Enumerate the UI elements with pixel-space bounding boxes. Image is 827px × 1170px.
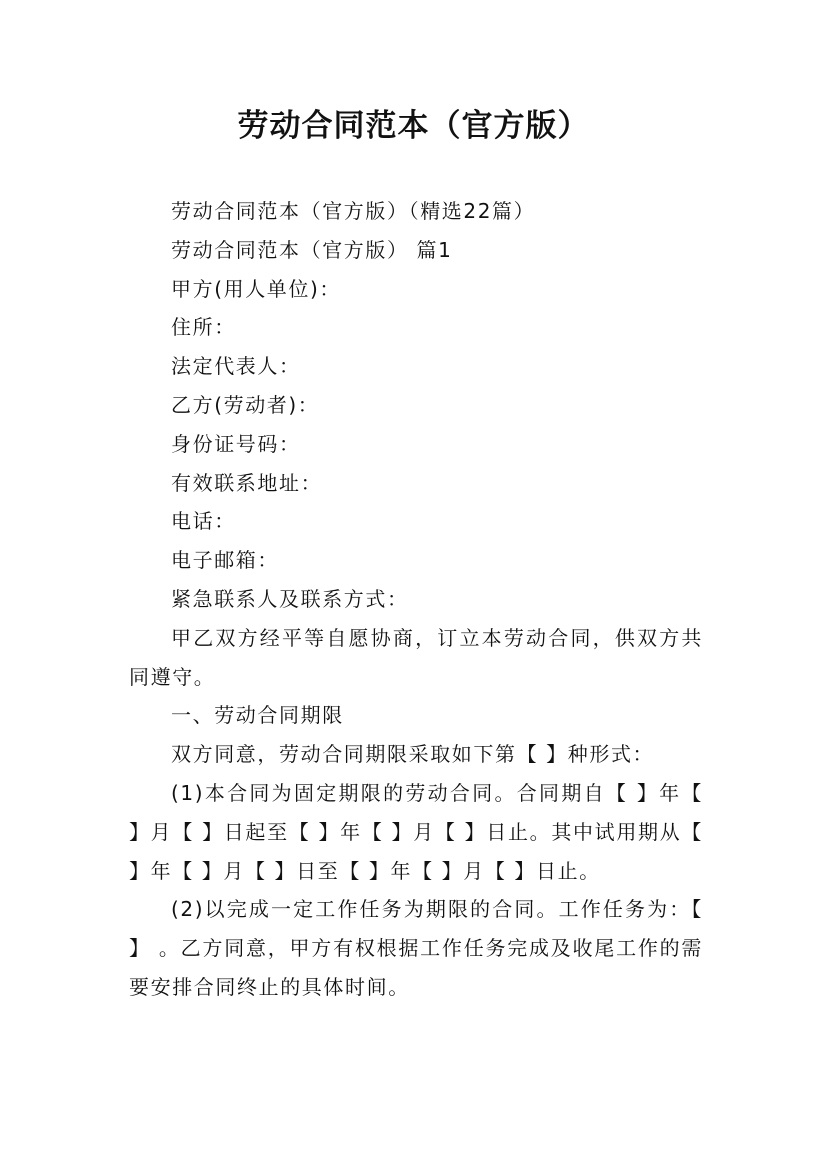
paragraph-task-term: (2)以完成一定工作任务为期限的合同。工作任务为：【 】 。乙方同意，甲方有权根据工作任务完成及收尾工作的需要安排合同终止的具体时间。 <box>129 897 703 999</box>
paragraph-email: 电子邮箱： <box>171 548 279 573</box>
paragraph-term-form: 双方同意，劳动合同期限采取如下第【 】种形式： <box>171 742 655 767</box>
paragraph-section-heading: 劳动合同范本（官方版） 篇1 <box>171 237 453 262</box>
paragraph-term-heading: 一、劳动合同期限 <box>171 703 344 728</box>
paragraph-phone: 电话： <box>171 509 236 534</box>
paragraph-agreement: 甲乙双方经平等自愿协商，订立本劳动合同，供双方共同遵守。 <box>129 625 703 689</box>
paragraph-contact-address: 有效联系地址： <box>171 470 323 495</box>
paragraph-id-number: 身份证号码： <box>171 431 301 456</box>
document-body <box>129 192 703 1007</box>
paragraph-legal-representative: 法定代表人： <box>171 354 301 379</box>
paragraph-subtitle: 劳动合同范本（官方版）（精选22篇） <box>171 199 536 223</box>
paragraph-party-a: 甲方(用人单位)： <box>171 276 342 301</box>
paragraph-party-b: 乙方(劳动者)： <box>171 392 320 417</box>
paragraph-fixed-term: (1)本合同为固定期限的劳动合同。合同期自【 】年【 】月【 】日起至【 】年【 】月【 】日止。其中试用期从【 】年【 】月【 】日至【 】年【 】月【 】日止。 <box>129 780 703 883</box>
paragraph-address: 住所： <box>171 315 236 340</box>
paragraph-emergency-contact: 紧急联系人及联系方式： <box>171 586 409 611</box>
document-title: 劳动合同范本（官方版） <box>237 108 590 144</box>
